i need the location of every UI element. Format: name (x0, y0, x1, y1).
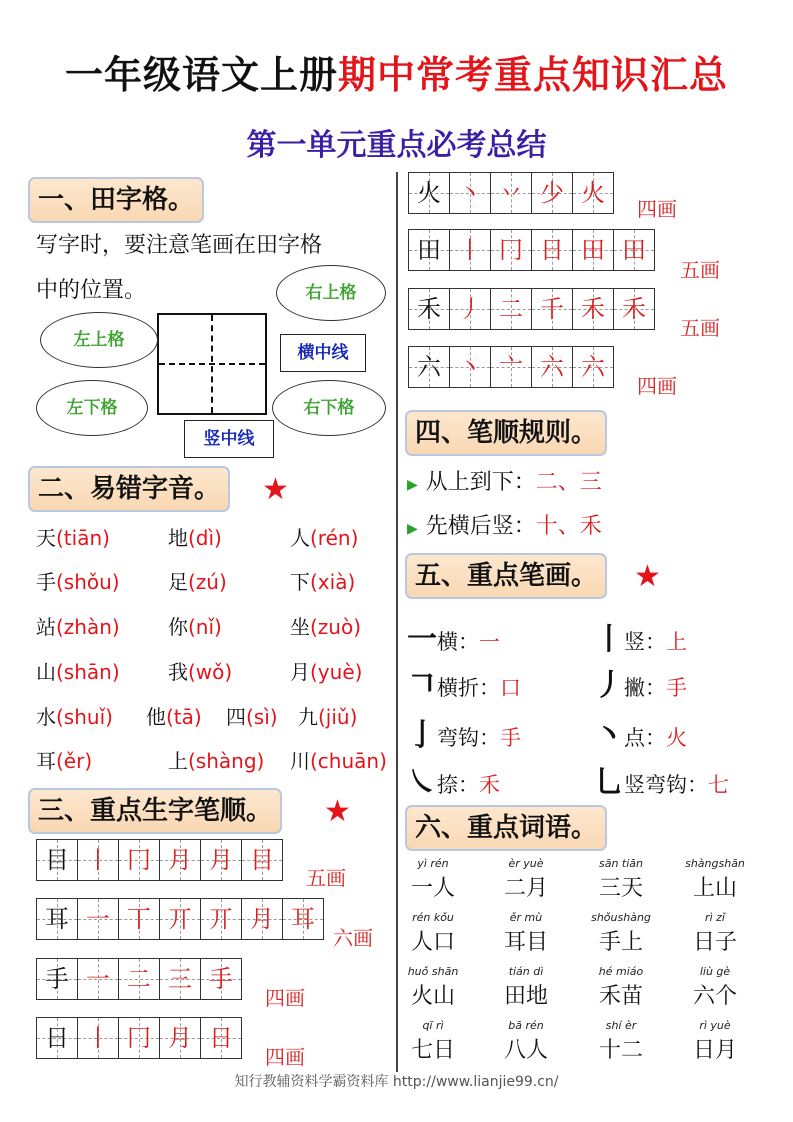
grid-char: 丨 (86, 846, 110, 874)
label-bottom-left: 左下格 (36, 380, 148, 436)
grid-cell (532, 230, 573, 270)
pinyin-text: (tā) (166, 705, 202, 729)
stroke-count: 五画 (680, 258, 720, 282)
stroke-example: 手 (666, 676, 687, 700)
word-item (576, 1019, 666, 1064)
stroke-grid (408, 229, 655, 271)
grid-char: 冂 (127, 1024, 151, 1052)
grid-cell (119, 899, 160, 939)
pinyin-text: (chuān) (310, 749, 387, 773)
grid-cell (119, 1018, 160, 1058)
grid-char: 六 (540, 353, 564, 381)
grid-cell (201, 899, 242, 939)
stroke-count: 六画 (333, 926, 373, 950)
stroke-symbol: 一 (407, 622, 437, 657)
bullet-triangle-icon: ▶ (407, 521, 418, 537)
stroke-count: 四画 (265, 986, 305, 1010)
grid-char: 田 (417, 236, 441, 264)
word-item (388, 911, 478, 956)
stroke-grid (36, 898, 324, 940)
grid-cell (450, 289, 491, 329)
pinyin-text: (sì) (246, 705, 278, 729)
grid-char: 一 (86, 965, 110, 993)
grid-cell (573, 230, 614, 270)
grid-char: 一 (86, 905, 110, 933)
grid-cell (409, 347, 450, 387)
grid-cell (573, 173, 614, 213)
stroke-name: 点： (624, 726, 666, 750)
pinyin-text: (xià) (310, 570, 356, 594)
grid-char: 二 (127, 965, 151, 993)
stroke-example: 上 (666, 630, 687, 654)
word-pinyin: sān tiān (598, 857, 644, 870)
stroke-name: 竖： (624, 630, 666, 654)
pinyin-item (36, 566, 120, 595)
grid-cell (614, 230, 655, 270)
pinyin-text: (jiǔ) (318, 705, 358, 729)
grid-cell (614, 289, 655, 329)
word-text: 二月 (503, 876, 548, 901)
pinyin-char: 坐 (290, 615, 310, 639)
section6-heading: 六、重点词语。 (405, 805, 607, 851)
grid-char: 禾 (622, 295, 646, 323)
pinyin-item (146, 701, 202, 730)
pinyin-text: (zú) (188, 570, 227, 594)
grid-char: 丅 (127, 905, 151, 933)
grid-cell (78, 899, 119, 939)
word-pinyin: yì rén (417, 857, 449, 870)
grid-char: 丿 (458, 295, 482, 323)
grid-char: 田 (622, 236, 646, 264)
grid-cell (450, 173, 491, 213)
word-text: 田地 (503, 984, 548, 1009)
word-pinyin: èr yuè (508, 857, 544, 870)
pinyin-char: 月 (290, 660, 310, 684)
stroke-item (594, 660, 687, 704)
grid-cell (532, 289, 573, 329)
pinyin-char: 水 (36, 705, 56, 729)
pinyin-text: (shuǐ) (56, 705, 113, 729)
grid-cell (409, 289, 450, 329)
grid-cell (119, 840, 160, 880)
grid-cell (78, 840, 119, 880)
pinyin-text: (yuè) (310, 660, 363, 684)
word-text: 耳目 (503, 930, 548, 955)
stroke-count: 四画 (265, 1045, 305, 1069)
star-icon: ★ (262, 472, 289, 507)
word-item (481, 1019, 571, 1064)
grid-char: 火 (417, 179, 441, 207)
grid-cell (532, 173, 573, 213)
label-vertical-midline: 竖中线 (184, 420, 274, 458)
pinyin-text: (zhàn) (56, 615, 120, 639)
word-item (670, 857, 760, 902)
pinyin-char: 我 (168, 660, 188, 684)
grid-cell (573, 289, 614, 329)
word-pinyin: tián dì (508, 965, 544, 978)
grid-char: 三 (168, 965, 192, 993)
grid-char: 丌 (209, 905, 233, 933)
grid-cell (242, 840, 283, 880)
section1-heading: 一、田字格。 (28, 177, 204, 223)
rule-item (407, 509, 602, 540)
grid-cell (37, 959, 78, 999)
pinyin-item (226, 701, 278, 730)
section4-heading: 四、笔顺规则。 (405, 410, 607, 456)
grid-cell (78, 1018, 119, 1058)
bullet-triangle-icon: ▶ (407, 477, 418, 493)
grid-char: 火 (581, 179, 605, 207)
rule-label: 从上到下： (425, 470, 536, 495)
word-pinyin: shàngshān (685, 857, 745, 870)
stroke-item (407, 757, 500, 801)
grid-char: 日 (45, 1024, 69, 1052)
star-icon: ★ (634, 559, 661, 594)
word-pinyin: shǒushàng (591, 911, 651, 924)
stroke-item (407, 710, 521, 754)
stroke-symbol: 丿 (594, 668, 624, 703)
grid-cell (201, 840, 242, 880)
word-text: 八人 (503, 1038, 548, 1063)
grid-char: 日 (209, 1024, 233, 1052)
grid-cell (409, 230, 450, 270)
grid-char: 丨 (458, 236, 482, 264)
pinyin-char: 人 (290, 526, 310, 550)
stroke-count: 五画 (306, 866, 346, 890)
grid-char: 丶 (458, 353, 482, 381)
stroke-grid (36, 958, 242, 1000)
word-item (576, 911, 666, 956)
grid-cell (450, 230, 491, 270)
word-text: 七日 (410, 1038, 455, 1063)
stroke-item (594, 710, 687, 754)
word-pinyin: ěr mù (509, 911, 543, 924)
pinyin-text: (zuò) (310, 615, 362, 639)
grid-cell (573, 347, 614, 387)
tianzige-diagram (157, 313, 267, 415)
pinyin-item (290, 566, 355, 595)
grid-char: 丷 (499, 179, 523, 207)
word-pinyin: rén kǒu (412, 911, 454, 924)
grid-char: 禾 (581, 295, 605, 323)
stroke-symbol: 𠃍 (407, 668, 437, 703)
grid-char: 丶 (458, 179, 482, 207)
stroke-example: 火 (666, 726, 687, 750)
pinyin-item (290, 611, 361, 640)
stroke-name: 捺： (437, 773, 479, 797)
grid-char: 二 (499, 295, 523, 323)
pinyin-item (168, 611, 222, 640)
word-item (481, 911, 571, 956)
section5-heading: 五、重点笔画。 (405, 553, 607, 599)
grid-cell (201, 959, 242, 999)
word-item (481, 857, 571, 902)
grid-cell (160, 959, 201, 999)
grid-cell (532, 347, 573, 387)
grid-cell (450, 347, 491, 387)
stroke-example: 口 (500, 676, 521, 700)
stroke-symbol: ㇏ (407, 765, 437, 800)
pinyin-item (290, 656, 362, 685)
pinyin-char: 四 (226, 705, 246, 729)
stroke-symbol: 丨 (594, 622, 624, 657)
pinyin-char: 天 (36, 526, 56, 550)
pinyin-item (298, 701, 357, 730)
stroke-grid (408, 172, 614, 214)
stroke-grid (408, 346, 614, 388)
grid-char: 月 (168, 1024, 192, 1052)
grid-char: 丨 (86, 1024, 110, 1052)
rule-label: 先横后竖： (425, 514, 536, 539)
pinyin-char: 你 (168, 615, 188, 639)
pinyin-char: 手 (36, 570, 56, 594)
word-item (576, 857, 666, 902)
stroke-item (594, 757, 729, 801)
stroke-example: 禾 (479, 773, 500, 797)
grid-char: 日 (540, 236, 564, 264)
word-text: 手上 (598, 930, 643, 955)
grid-char: 月 (168, 846, 192, 874)
grid-cell (37, 899, 78, 939)
stroke-name: 撇： (624, 676, 666, 700)
section3-heading: 三、重点生字笔顺。 (28, 788, 282, 834)
grid-cell (283, 899, 324, 939)
word-text: 日月 (692, 1038, 737, 1063)
stroke-symbol: 丶 (594, 718, 624, 753)
grid-char: 耳 (45, 905, 69, 933)
stroke-grid (36, 839, 283, 881)
pinyin-item (168, 656, 232, 685)
stroke-symbol: 乚 (594, 765, 624, 800)
stroke-count: 五画 (680, 316, 720, 340)
word-text: 火山 (410, 984, 455, 1009)
word-item (670, 911, 760, 956)
grid-cell (119, 959, 160, 999)
grid-char: 月 (209, 846, 233, 874)
pinyin-text: (dì) (188, 526, 222, 550)
word-pinyin: hé miáo (598, 965, 644, 978)
stroke-name: 弯钩： (437, 726, 500, 750)
grid-char: 手 (209, 965, 233, 993)
grid-char: 六 (581, 353, 605, 381)
rule-value: 十、禾 (535, 514, 602, 539)
stroke-name: 横： (437, 630, 479, 654)
word-pinyin: rì zǐ (705, 911, 725, 924)
word-pinyin: huǒ shān (407, 965, 459, 978)
word-item (670, 1019, 760, 1064)
grid-char: 手 (45, 965, 69, 993)
grid-cell (242, 899, 283, 939)
pinyin-item (168, 745, 264, 774)
grid-cell (160, 840, 201, 880)
pinyin-text: (ěr) (56, 749, 93, 773)
grid-cell (491, 173, 532, 213)
word-pinyin: qī rì (422, 1019, 444, 1032)
grid-char: 冂 (499, 236, 523, 264)
grid-cell (160, 1018, 201, 1058)
word-pinyin: rì yuè (699, 1019, 731, 1032)
grid-char: 禾 (417, 295, 441, 323)
word-text: 人口 (410, 930, 455, 955)
word-item (388, 1019, 478, 1064)
pinyin-char: 上 (168, 749, 188, 773)
grid-cell (491, 289, 532, 329)
word-pinyin: liù gè (699, 965, 731, 978)
grid-char: 少 (540, 179, 564, 207)
stroke-symbol: 亅 (407, 718, 437, 753)
grid-char: 亠 (499, 353, 523, 381)
word-item (576, 965, 666, 1010)
rule-value: 二、三 (535, 470, 602, 495)
rule-item (407, 465, 602, 496)
word-text: 三天 (598, 876, 643, 901)
pinyin-char: 川 (290, 749, 310, 773)
pinyin-item (36, 611, 120, 640)
grid-cell (78, 959, 119, 999)
grid-cell (37, 840, 78, 880)
pinyin-item (36, 522, 110, 551)
pinyin-char: 地 (168, 526, 188, 550)
grid-char: 耳 (291, 905, 315, 933)
stroke-grid (408, 288, 655, 330)
stroke-name: 横折： (437, 676, 500, 700)
word-pinyin: bā rén (508, 1019, 544, 1032)
stroke-item (407, 614, 500, 658)
pinyin-text: (shǒu) (56, 570, 120, 594)
stroke-item (407, 660, 521, 704)
grid-cell (409, 173, 450, 213)
stroke-grid (36, 1017, 242, 1059)
pinyin-char: 山 (36, 660, 56, 684)
pinyin-text: (nǐ) (188, 615, 222, 639)
pinyin-char: 下 (290, 570, 310, 594)
grid-char: 丌 (168, 905, 192, 933)
pinyin-item (290, 745, 387, 774)
word-item (388, 965, 478, 1010)
grid-cell (491, 230, 532, 270)
pinyin-item (290, 522, 358, 551)
pinyin-item (168, 522, 222, 551)
label-horizontal-midline: 横中线 (280, 334, 366, 372)
word-pinyin: shí èr (605, 1019, 637, 1032)
pinyin-text: (rén) (310, 526, 359, 550)
grid-char: 田 (581, 236, 605, 264)
label-top-left: 左上格 (40, 312, 158, 368)
pinyin-text: (shàng) (188, 749, 265, 773)
grid-cell (491, 347, 532, 387)
pinyin-text: (tiān) (56, 526, 110, 550)
word-text: 禾苗 (598, 984, 643, 1009)
page-title: 一年级语文上册期中常考重点知识汇总 (64, 53, 729, 97)
grid-cell (37, 1018, 78, 1058)
word-text: 日子 (692, 930, 737, 955)
section1-text-line2: 中的位置。 (36, 278, 147, 303)
grid-char: 目 (250, 846, 274, 874)
pinyin-text: (shān) (56, 660, 120, 684)
word-item (481, 965, 571, 1010)
grid-char: 月 (250, 905, 274, 933)
section2-heading: 二、易错字音。 (28, 466, 230, 512)
stroke-count: 四画 (637, 197, 677, 221)
stroke-example: 手 (500, 726, 521, 750)
pinyin-item (36, 745, 92, 774)
pinyin-char: 他 (146, 705, 166, 729)
pinyin-char: 足 (168, 570, 188, 594)
label-top-right: 右上格 (276, 265, 386, 321)
grid-char: 千 (540, 295, 564, 323)
word-text: 一人 (410, 876, 455, 901)
stroke-item (594, 614, 687, 658)
stroke-example: 一 (479, 630, 500, 654)
grid-char: 冂 (127, 846, 151, 874)
grid-cell (201, 1018, 242, 1058)
pinyin-item (36, 656, 120, 685)
word-item (388, 857, 478, 902)
grid-char: 目 (45, 846, 69, 874)
pinyin-char: 九 (298, 705, 318, 729)
pinyin-char: 站 (36, 615, 56, 639)
word-text: 十二 (598, 1038, 643, 1063)
label-bottom-right: 右下格 (272, 380, 386, 436)
section1-text-line1: 写字时，要注意笔画在田字格 (36, 233, 323, 258)
stroke-name: 竖弯钩： (624, 773, 708, 797)
star-icon: ★ (324, 794, 351, 829)
pinyin-text: (wǒ) (188, 660, 233, 684)
word-text: 六个 (692, 984, 737, 1009)
pinyin-char: 耳 (36, 749, 56, 773)
stroke-count: 四画 (637, 374, 677, 398)
footer-watermark: 知行教辅资料学霸资料库 http://www.lianjie99.cn/ (234, 1074, 559, 1090)
pinyin-item (168, 566, 227, 595)
pinyin-item (36, 701, 113, 730)
page-subtitle: 第一单元重点必考总结 (246, 128, 547, 163)
grid-cell (160, 899, 201, 939)
word-item (670, 965, 760, 1010)
stroke-example: 七 (708, 773, 729, 797)
grid-char: 六 (417, 353, 441, 381)
word-text: 上山 (692, 876, 737, 901)
